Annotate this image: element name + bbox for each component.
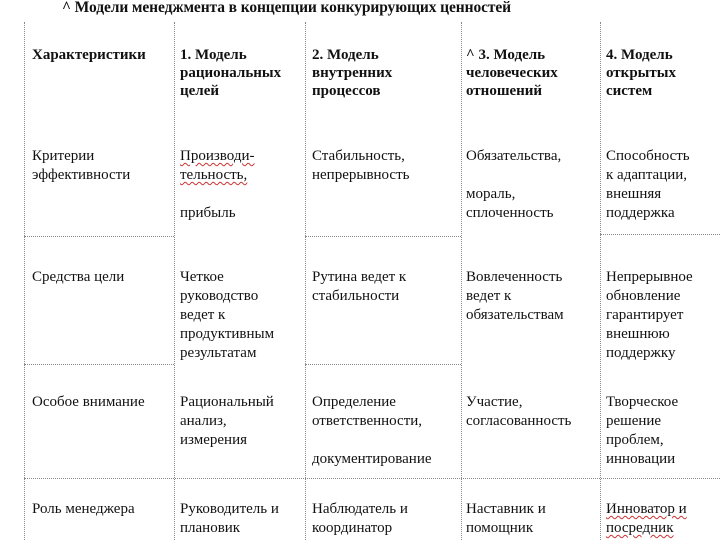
table-cell: документирование	[312, 451, 432, 467]
table-cell: Рациональный анализ, измерения	[180, 394, 274, 448]
row-label-means: Средства цели	[32, 269, 125, 285]
table-cell: Вовлеченность ведет к обязательствам	[466, 269, 564, 323]
table-rule	[461, 22, 462, 540]
table-cell: прибыль	[180, 205, 236, 221]
table-rule	[24, 364, 174, 365]
table-cell: Определение ответственности,	[312, 394, 423, 429]
header-characteristics: Характеристики	[32, 47, 146, 63]
header-model-2: 2. Модель внутренних процессов	[312, 47, 393, 99]
table-cell: Стабильность, непрерывность	[312, 148, 410, 183]
table-rule	[305, 22, 306, 540]
table-cell: Наблюдатель и координатор	[312, 501, 408, 536]
table-cell: Обязательства,	[466, 148, 562, 164]
row-label-focus: Особое внимание	[32, 394, 145, 410]
table-cell: тельность,	[180, 167, 248, 183]
table-cell: Наставник и помощник	[466, 501, 546, 536]
header-model-4: 4. Модель открытых систем	[606, 47, 676, 99]
table-cell: Инноватор и посредник	[606, 501, 687, 536]
table-rule	[174, 22, 175, 540]
row-label-role: Роль менеджера	[32, 501, 135, 517]
table-rule	[600, 234, 720, 235]
header-model-1: 1. Модель рациональных целей	[180, 47, 282, 99]
table-cell: Рутина ведет к стабильности	[312, 269, 407, 304]
header-model-3: ^ 3. Модель человеческих отношений	[466, 47, 558, 99]
table-rule	[24, 236, 174, 237]
table-cell: Четкое руководство ведет к продуктивным результатам	[180, 269, 275, 361]
table-rule	[24, 22, 25, 540]
table-cell: мораль, сплоченность	[466, 186, 554, 221]
table-rule	[24, 478, 720, 479]
table-rule	[305, 236, 461, 237]
table-rule	[305, 364, 461, 365]
table-cell: Способность к адаптации, внешняя поддержка	[606, 148, 690, 221]
table-cell: Непрерывное обновление гарантирует внешнюю поддержку	[606, 269, 693, 361]
table-cell: Производи-	[180, 148, 255, 164]
table-cell: Руководитель и плановик	[180, 501, 279, 536]
page-title: ^ Модели менеджмента в концепции конкурирующих ценностей	[62, 0, 512, 16]
table-rule	[600, 22, 601, 540]
row-label-criteria: Критерии эффективности	[32, 148, 131, 183]
table-cell: Участие, согласованность	[466, 394, 572, 429]
table-cell: Творческое решение проблем, инновации	[606, 394, 679, 467]
